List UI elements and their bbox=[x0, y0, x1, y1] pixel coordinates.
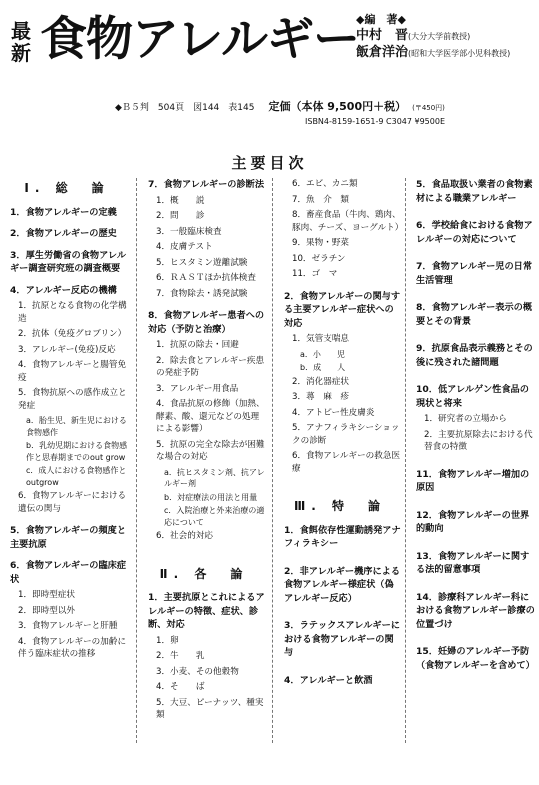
toc-item: 8．食物アレルギー表示の概要とその背景 bbox=[416, 302, 533, 327]
toc-subitem: 4．食物アレルギーと腸管免疫 bbox=[18, 360, 127, 383]
toc-item: 2．食物アレルギーの歴史 bbox=[10, 228, 117, 239]
toc-subitem: 5．食物抗原への感作成立と発症 bbox=[18, 388, 127, 411]
toc-subitem: 5．大豆、ピーナッツ、種実類 bbox=[156, 697, 264, 720]
toc-item: 7．食物アレルギー児の日常生活管理 bbox=[416, 261, 533, 286]
toc-subitem: 2．除去食とアレルギー疾患の発症予防 bbox=[156, 355, 265, 378]
toc-subitem: 4．そ ば bbox=[156, 682, 205, 692]
toc-item: 5．食品取扱い業者の食物素材による職業アレルギー bbox=[416, 179, 533, 204]
toc-subitem: 7．食物除去・誘発試験 bbox=[156, 288, 248, 299]
toc-subitem: 6．食物アレルギーにおける遺伝の関与 bbox=[18, 491, 127, 514]
toc-item: 11．食物アレルギー増加の原因 bbox=[416, 468, 530, 493]
toc-subitem: 10．ゼラチン bbox=[292, 253, 346, 264]
toc-subitem: 2．即時型以外 bbox=[18, 605, 76, 616]
toc-subsubitem: b．対症療法の用法と用量 bbox=[164, 492, 258, 502]
toc-subitem: 1．概 説 bbox=[156, 195, 205, 206]
column-divider bbox=[405, 178, 406, 743]
toc-subitem: 6．社会的対応 bbox=[156, 531, 214, 541]
toc-title: 主要目次 bbox=[231, 154, 308, 172]
editors-block bbox=[356, 12, 538, 62]
toc-subitem: 6．エビ、カニ類 bbox=[292, 179, 358, 189]
price-tax: (〒450円) bbox=[412, 104, 445, 112]
toc-subitem: 1．研究者の立場から bbox=[424, 414, 507, 424]
isbn: ISBN4-8159-1651-9 C3047 ¥9500E bbox=[305, 117, 446, 126]
toc-column-1 bbox=[4, 178, 130, 664]
toc-subitem: 4．皮膚テスト bbox=[156, 242, 213, 252]
toc-item: 5．食物アレルギーの頻度と主要抗原 bbox=[10, 525, 127, 550]
toc-subitem: 1．即時型症状 bbox=[18, 590, 76, 600]
toc-subsubitem: a．抗ヒスタミン剤、抗アレルギー剤 bbox=[164, 467, 265, 488]
toc-subitem: 11．ゴ マ bbox=[292, 269, 338, 279]
editor-name: 中村 晋 bbox=[356, 28, 409, 43]
toc-subitem: 1．抗原となる食物の化学構造 bbox=[18, 301, 127, 324]
toc-subsubitem: b．乳幼児期における食物感作と思春期までのout grow bbox=[26, 441, 128, 462]
toc-subitem: 1．卵 bbox=[156, 635, 179, 646]
toc-subitem: 6．ＲＡＳＴほか抗体検査 bbox=[156, 273, 256, 283]
specs-line: ◆Ｂ５判 504頁 図144 表145 bbox=[115, 103, 255, 113]
toc-subitem: 1．抗原の除去・回避 bbox=[156, 340, 239, 350]
toc-item: 8．食物アレルギー患者への対応（予防と治療） bbox=[148, 310, 265, 335]
toc-subitem: 3．アレルギー用食品 bbox=[156, 383, 239, 394]
toc-subitem: 3．蕁 麻 疹 bbox=[292, 392, 350, 402]
toc-subitem: 3．小麦、その他穀物 bbox=[156, 666, 239, 677]
price: 定価（本体 9,500円＋税） bbox=[268, 100, 407, 113]
toc-subitem: 1．気管支喘息 bbox=[292, 334, 350, 344]
toc-item: 2．食物アレルギーの関与する主要アレルギー症状への対応 bbox=[284, 290, 401, 329]
part-heading: Ⅲ. 特 論 bbox=[293, 499, 387, 513]
toc-subitem: 2．抗体（免疫グロブリン） bbox=[18, 329, 127, 339]
toc-subsubitem: c．入院治療と外来治療の適応について bbox=[164, 506, 265, 527]
toc-item: 3．ラテックスアレルギーにおける食物アレルギーの関与 bbox=[284, 620, 400, 658]
editor-affiliation: (昭和大学医学部小児科教授) bbox=[408, 49, 511, 58]
book-specs bbox=[115, 100, 535, 128]
title-badge: 最新 bbox=[11, 19, 31, 65]
toc-subitem: 7．魚 介 類 bbox=[292, 194, 350, 205]
book-title: 食物アレルギー bbox=[40, 12, 359, 67]
part-heading: Ⅱ. 各 論 bbox=[159, 566, 249, 581]
toc-subitem: 3．一般臨床検査 bbox=[156, 226, 222, 237]
toc-item: 1．食餌依存性運動誘発アナフィラキシー bbox=[284, 524, 401, 549]
toc-column-4 bbox=[410, 178, 535, 680]
toc-item: 7．食物アレルギーの診断法 bbox=[148, 179, 265, 190]
toc-subsubitem: b．成 人 bbox=[300, 363, 346, 372]
toc-item: 1．食物アレルギーの定義 bbox=[10, 206, 117, 218]
toc-subitem: 6．食物アレルギーの救急医療 bbox=[292, 451, 401, 474]
toc-item: 4．アレルギー反応の機構 bbox=[10, 284, 117, 296]
toc-subitem: 4．アトピー性皮膚炎 bbox=[292, 407, 375, 418]
toc-subitem: 3．食物アレルギーと肝腫 bbox=[18, 621, 118, 631]
toc-subitem: 9．果物・野菜 bbox=[292, 238, 350, 248]
toc-subitem: 4．食物アレルギーの加齢に伴う臨床症状の推移 bbox=[18, 636, 127, 659]
toc-item: 6．食物アレルギーの臨床症状 bbox=[10, 560, 127, 585]
toc-subitem: 2．牛 乳 bbox=[156, 651, 205, 661]
editors-label: ◆編 著◆ bbox=[356, 13, 406, 26]
toc-subitem: 5．ヒスタミン遊離試験 bbox=[156, 257, 248, 268]
toc-column-2 bbox=[142, 178, 266, 725]
toc-item: 3．厚生労働省の食物アレルギー調査研究班の調査概要 bbox=[10, 249, 127, 274]
toc-item: 10．低アレルゲン性食品の現状と将来 bbox=[416, 384, 529, 409]
toc-column-3 bbox=[278, 178, 402, 695]
toc-subitem: 2．主要抗原除去における代替食の特徴 bbox=[424, 429, 533, 452]
column-divider bbox=[272, 178, 273, 743]
editor-name: 飯倉洋治 bbox=[356, 45, 409, 60]
toc-subsubitem: c．成人における食物感作とoutgrow bbox=[26, 466, 127, 487]
toc-item: 9．抗原食品表示義務とその後に残された諸問題 bbox=[416, 343, 533, 368]
toc-subitem: 5．アナフィラキシーショックの診断 bbox=[292, 423, 400, 446]
toc-item: 14．診療科アレルギー科における食物アレルギー診療の位置づけ bbox=[416, 591, 535, 630]
editor-affiliation: (大分大学前教授) bbox=[408, 32, 471, 41]
editor-2 bbox=[356, 45, 538, 62]
toc-item: 2．非アレルギー機序による食物アレルギー様症状（偽アレルギー反応） bbox=[284, 565, 401, 604]
toc-item: 13．食物アレルギーに関する法的留意事項 bbox=[416, 550, 530, 575]
toc-subsubitem: a．小 児 bbox=[300, 349, 345, 359]
toc-subsubitem: a．胎生児、新生児における食物感作 bbox=[26, 416, 127, 437]
toc-item: 15．妊婦のアレルギー予防（食物アレルギーを含めて） bbox=[416, 646, 535, 671]
toc-subitem: 3．アレルギー(免疫)反応 bbox=[18, 344, 116, 355]
toc-subitem: 8．畜産食品（牛肉、鶏肉、豚肉、チーズ、ヨーグルト） bbox=[292, 210, 404, 233]
toc-item: 4．アレルギーと飲酒 bbox=[284, 674, 373, 686]
toc-subitem: 5．抗原の完全な除去が困難な場合の対応 bbox=[156, 439, 265, 462]
editor-1 bbox=[356, 28, 538, 45]
column-divider bbox=[136, 178, 137, 743]
toc-subitem: 2．問 診 bbox=[156, 211, 205, 221]
specs-line-row bbox=[115, 100, 535, 115]
part-heading: Ⅰ. 総 論 bbox=[24, 181, 110, 195]
toc-item: 1．主要抗原とこれによるアレルギーの特徴、症状、診断、対応 bbox=[148, 592, 265, 630]
toc-subitem: 4．食品抗原の修飾（加熱、酵素、酸、還元などの処理による影響） bbox=[156, 399, 265, 434]
toc-item: 6．学校給食における食物アレルギーの対応について bbox=[416, 220, 533, 245]
toc-subitem: 2．消化器症状 bbox=[292, 376, 350, 387]
toc-item: 12．食物アレルギーの世界的動向 bbox=[416, 509, 530, 534]
